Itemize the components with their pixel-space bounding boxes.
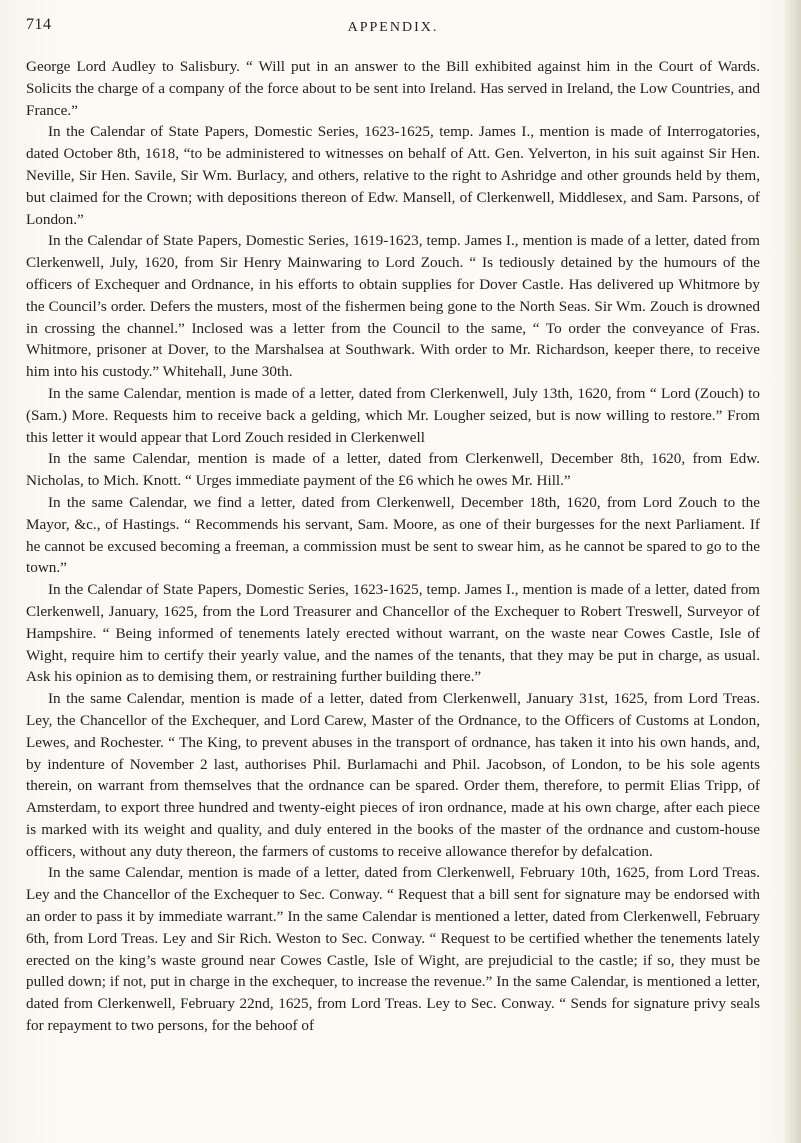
paragraph: In the Calendar of State Papers, Domestic Series, 1623-1625, temp. James I., mention is made of a letter, dated from Clerkenwell, January, 1625, from the Lord Treasurer and Chancellor of the Exchequer to Robert Treswell, Surveyor of Hampshire. “ Being informed of tenements lately erected without warrant, on the waste near Cowes Castle, Isle of Wight, require him to certify their yearly value, and the names of the tenants, that they may be put in charge, as usual. Ask his opinion as to demising them, or restraining further building there.” xyxy=(26,581,760,686)
paragraph: In the Calendar of State Papers, Domestic Series, 1623-1625, temp. James I., mention is made of Interrogatories, dated October 8th, 1618, “to be administered to witnesses on behalf of Att. Gen. Yelverton, in his suit against Sir Hen. Neville, Sir Hen. Savile, Sir Wm. Burlacy, and others, relative to the right to Ashridge and other grounds held by them, but claimed for the Crown; with depositions thereon of Edw. Mansell, of Clerkenwell, Middlesex, and Sam. Parsons, of London.” xyxy=(26,123,760,228)
paragraph: In the same Calendar, mention is made of a letter, dated from Clerkenwell, January 31st, 1625, from Lord Treas. Ley, the Chancellor of the Exchequer, and Lord Carew, Master of the Ordnance, to the Officers of Customs at London, Lewes, and Rochester. “ The King, to prevent abuses in the transport of ordnance, has taken it into his own hands, and, by indenture of November 2 last, authorises Phil. Burlamachi and Phil. Jacobson, of London, to be his sole agents therein, on warrant from themselves that the ordnance can be spared. Order them, therefore, to permit Elias Tripp, of Amsterdam, to export three hundred and twenty-eight pieces of iron ordnance, made at his own charge, after each piece is marked with its weight and quality, and duly entered in the books of the master of the ordnance and custom-house officers, without any duty thereon, the farmers of customs to receive allowance therefor by defalcation. xyxy=(26,690,760,860)
paragraph: George Lord Audley to Salisbury. “ Will put in an answer to the Bill exhibited against him in the Court of Wards. Solicits the charge of a company of the force about to be sent into Ireland. Has served in Ireland, the Low Countries, and France.” xyxy=(26,58,760,119)
page-number: 714 xyxy=(26,16,52,33)
paragraph: In the same Calendar, mention is made of a letter, dated from Clerkenwell, July 13th, 1620, from “ Lord (Zouch) to (Sam.) More. Requests him to receive back a gelding, which Mr. Lougher seized, but is now willing to restore.” From this letter it would appear that Lord Zouch resided in Clerkenwell xyxy=(26,384,760,446)
body-text xyxy=(26,56,760,1037)
running-head: APPENDIX. xyxy=(347,20,439,35)
paragraph: In the same Calendar, mention is made of a letter, dated from Clerkenwell, February 10th, 1625, from Lord Treas. Ley and the Chancellor of the Exchequer to Sec. Conway. “ Request that a bill sent for signature may be endorsed with an order to pass it by immediate warrant.” In the same Calendar is mentioned a letter, dated from Clerkenwell, February 6th, from Lord Treas. Ley and Sir Rich. Weston to Sec. Conway. “ Request to be certified whether the tenements lately erected on the king’s waste ground near Cowes Castle, Isle of Wight, are prejudicial to the castle; if so, they must be pulled down; if not, put in charge in the exchequer, to increase the revenue.” In the same Calendar, is mentioned a letter, dated from Clerkenwell, February 22nd, 1625, from Lord Treas. Ley to Sec. Conway. “ Sends for signature privy seals for repayment to two persons, for the behoof of xyxy=(26,864,760,1035)
paragraph: In the same Calendar, we find a letter, dated from Clerkenwell, December 18th, 1620, from Lord Zouch to the Mayor, &c., of Hastings. “ Recommends his servant, Sam. Moore, as one of their burgesses for the next Parliament. If he cannot be excused becoming a freeman, a commission must be sent to swear him, as he cannot be spared to go to the town.” xyxy=(26,493,760,577)
page-edge-shadow xyxy=(783,0,801,1143)
page-header xyxy=(26,16,760,46)
paragraph: In the Calendar of State Papers, Domestic Series, 1619-1623, temp. James I., mention is made of a letter, dated from Clerkenwell, July, 1620, from Sir Henry Mainwaring to Lord Zouch. “ Is tediously detained by the humours of the officers of Exchequer and Ordnance, in his efforts to obtain supplies for Dover Castle. Has delivered up Whitmore by the Council’s order. Defers the musters, most of the fishermen being gone to the North Seas. Sir Wm. Zouch is drowned in crossing the channel.” Inclosed was a letter from the Council to the same, “ To order the conveyance of Fras. Whitmore, prisoner at Dover, to the Marshalsea at Southwark. With order to Mr. Richardson, keeper there, to receive him into his custody.” Whitehall, June 30th. xyxy=(26,232,760,381)
paragraph: In the same Calendar, mention is made of a letter, dated from Clerkenwell, December 8th, 1620, from Edw. Nicholas, to Mich. Knott. “ Urges immediate payment of the £6 which he owes Mr. Hill.” xyxy=(26,450,760,490)
